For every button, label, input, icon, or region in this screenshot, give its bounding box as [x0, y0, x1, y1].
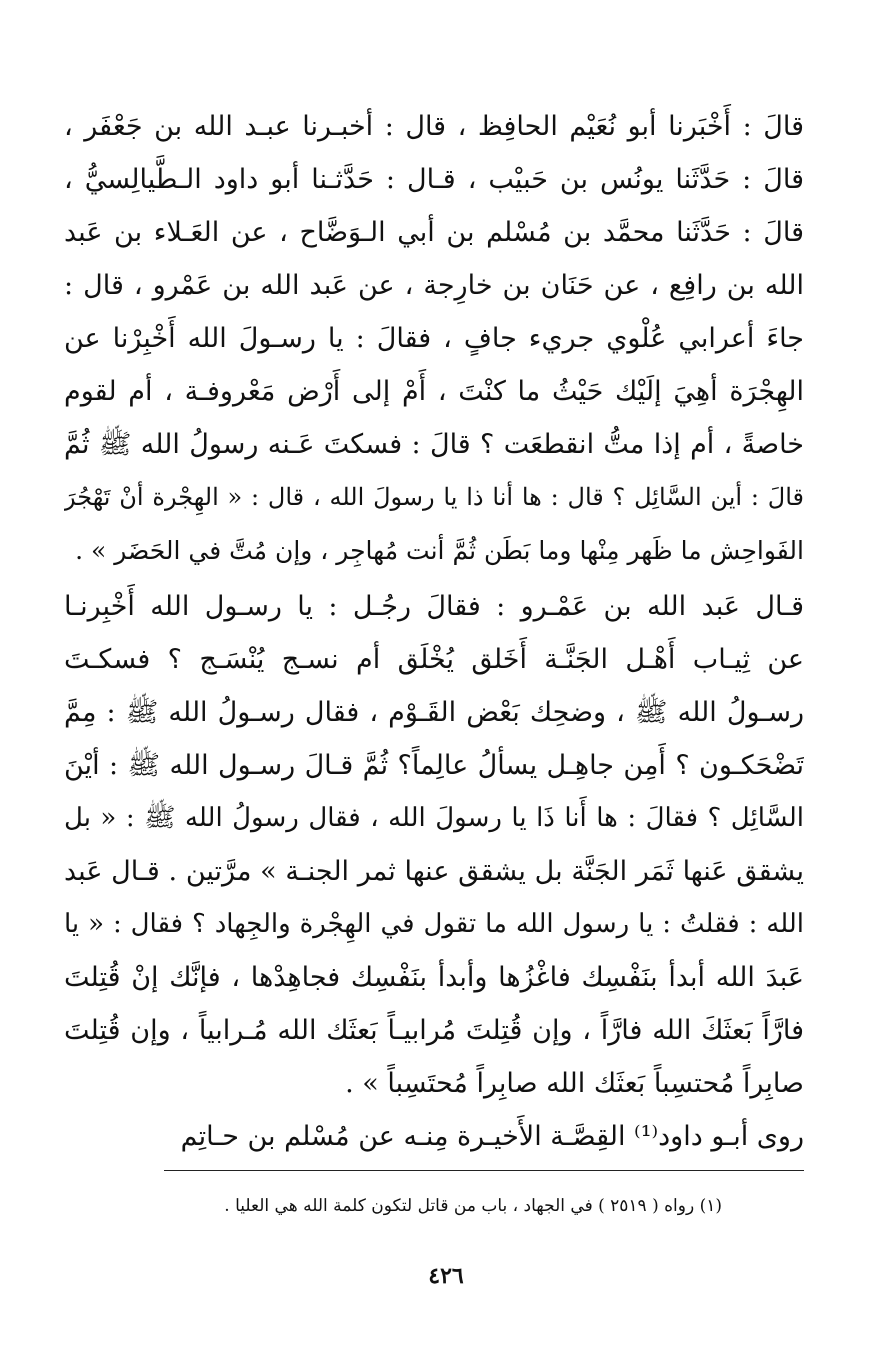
- text-line: روى أبـو داود⁽¹⁾ القِصَّـة الأَخيـرة مِنـه عن مُسْلم بن حـاتِم: [180, 1121, 804, 1152]
- text-line: الله بن رافِع ، عن حَنَان بن خارِجة ، عن عَبد الله بن عَمْرو ، قال :: [64, 270, 804, 301]
- text-line: الهِجْرَة أهِيَ إلَيْك حَيْثُ ما كنْتَ ، أَمْ إلى أَرْض مَعْروفـة ، أم لقوم: [64, 376, 804, 407]
- hadith-paragraph-2: [64, 580, 804, 1110]
- footnote-separator: [164, 1170, 804, 1171]
- text-line: خاصةً ، أم إذا متُّ انقطعَت ؟ قالَ : فسكتَ عَـنه رسولُ الله ﷺ ثُمَّ: [64, 429, 804, 460]
- text-line: صابِراً مُحتسِباً بَعثَك الله صابِراً مُحتَسِباً » .: [345, 1068, 804, 1099]
- text-line: قالَ : أَخْبَرنا أبو نُعَيْم الحافِظ ، قال : أخبـرنا عبـد الله بن جَعْفَر ،: [64, 111, 804, 142]
- text-line: عن ثِيـاب أَهْـل الجَنَّـة أَخَلق يُخْلَق أم نسـج يُنْسَـج ؟ فسكـتَ: [64, 644, 804, 675]
- text-line: رسـولُ الله ﷺ ، وضحِك بَعْض القَـوْم ، فقال رسـولُ الله ﷺ : مِمَّ: [64, 697, 804, 728]
- hadith-paragraph-1: [64, 100, 804, 577]
- text-line: قالَ : حَدَّثَنا محمَّد بن مُسْلم بن أبي الـوَضَّاح ، عن العَـلاء بن عَبد: [64, 217, 804, 248]
- page-number: ٤٢٦: [428, 1263, 464, 1289]
- text-line: الله : فقلتُ : يا رسول الله ما تقول في الهِجْرة والجِهاد ؟ فقال : « يا: [64, 909, 804, 939]
- text-line: قـال عَبد الله بن عَمْـرو : فقالَ رجُـل : يا رسـول الله أَخْبِرنـا: [64, 591, 804, 622]
- text-line: قالَ : حَدَّثَنا يونُس بن حَبيْب ، قـال : حَدَّثـنا أبو داود الـطَّيالِسيُّ ،: [64, 164, 804, 195]
- narration-paragraph: [64, 1110, 804, 1163]
- text-line: عَبدَ الله أبدأ بنَفْسِك فاغْزُها وأبدأ بنَفْسِك فجاهِدْها ، فإنَّك إنْ قُتِلتَ: [64, 962, 804, 993]
- text-line: يشقق عَنها ثَمَر الجَنَّة بل يشقق عنها ثمر الجنـة » مرَّتين . قـال عَبد: [64, 856, 804, 887]
- text-line: جاءَ أعرابي عُلْوي جريء جافٍ ، فقالَ : يا رسـولَ الله أَخْبِرْنا عن: [64, 323, 804, 354]
- text-line: قالَ : أين السَّائِل ؟ قال : ها أنا ذا يا رسولَ الله ، قال : « الهِجْرة أنْ تَهْجُرَ: [64, 483, 804, 511]
- text-line: السَّائِل ؟ فقالَ : ها أَنا ذَا يا رسولَ الله ، فقال رسولُ الله ﷺ : « بل: [64, 803, 804, 833]
- text-line: تَضْحَكـون ؟ أَمِن جاهِـل يسألُ عالِماً؟ ثُمَّ قـالَ رسـول الله ﷺ : أيْنَ: [64, 750, 804, 781]
- footnote: (١) رواه ( ٢٥١٩ ) في الجهاد ، باب من قاتل لتكون كلمة الله هي العليا .: [224, 1196, 722, 1216]
- text-line: فارَّاً بَعثَكَ الله فارَّاً ، وإن قُتِلتَ مُرابيـاً بَعثَك الله مُـرابياً ، وإن قُتِلتَ: [64, 1015, 804, 1046]
- text-line: الفَواحِش ما ظَهر مِنْها وما بَطَن ثُمَّ أنت مُهاجِر ، وإن مُتَّ في الحَضَر » .: [75, 536, 804, 565]
